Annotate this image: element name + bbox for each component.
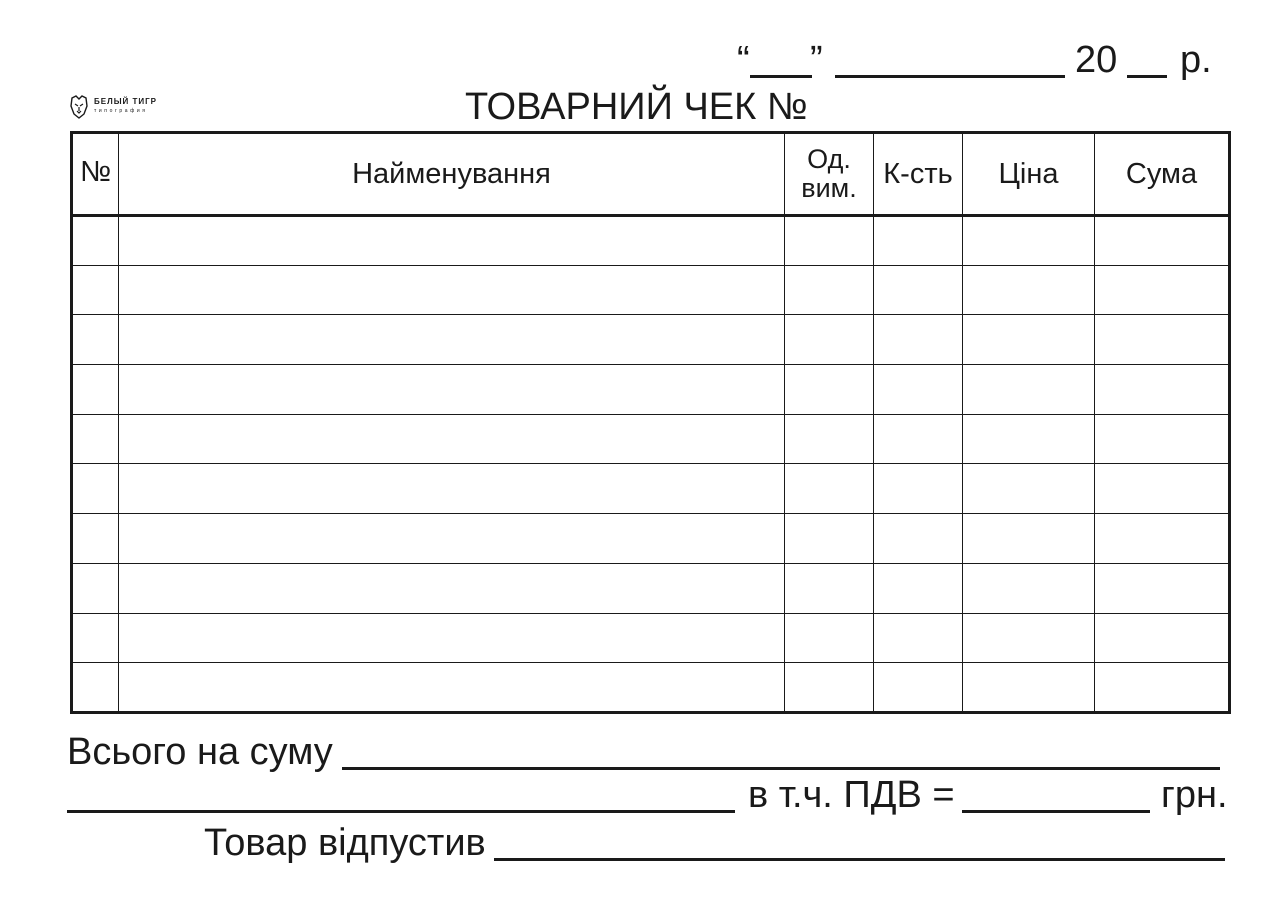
- cell-number[interactable]: [72, 613, 119, 663]
- vat-amount-field[interactable]: [962, 810, 1150, 813]
- table-row: [72, 563, 1230, 613]
- cell-quantity[interactable]: [874, 265, 963, 315]
- table-header-row: [72, 133, 1230, 216]
- cell-sum[interactable]: [1095, 315, 1230, 365]
- cell-sum[interactable]: [1095, 464, 1230, 514]
- cell-sum[interactable]: [1095, 663, 1230, 713]
- cell-number[interactable]: [72, 464, 119, 514]
- cell-price[interactable]: [963, 563, 1095, 613]
- cell-unit[interactable]: [785, 563, 874, 613]
- cell-sum[interactable]: [1095, 514, 1230, 564]
- column-header-name: Найменування: [119, 133, 785, 216]
- goods-table: [70, 131, 1231, 714]
- total-amount-words-field[interactable]: [67, 810, 735, 813]
- cell-number[interactable]: [72, 563, 119, 613]
- cell-price[interactable]: [963, 365, 1095, 415]
- cell-quantity[interactable]: [874, 563, 963, 613]
- table-row: [72, 613, 1230, 663]
- table-row: [72, 365, 1230, 415]
- year-field[interactable]: [1127, 75, 1167, 78]
- year-suffix: р.: [1180, 39, 1212, 81]
- open-quote: “: [737, 39, 750, 81]
- column-header-unit: [785, 133, 874, 216]
- cell-name[interactable]: [119, 216, 785, 266]
- cell-unit[interactable]: [785, 414, 874, 464]
- cell-name[interactable]: [119, 265, 785, 315]
- cell-name[interactable]: [119, 514, 785, 564]
- cell-unit[interactable]: [785, 365, 874, 415]
- cell-number[interactable]: [72, 514, 119, 564]
- print-house-logo: [70, 95, 180, 121]
- cell-number[interactable]: [72, 414, 119, 464]
- year-prefix: 20: [1075, 39, 1118, 81]
- released-by-label: Товар відпустив: [204, 822, 486, 864]
- cell-sum[interactable]: [1095, 414, 1230, 464]
- vat-label: в т.ч. ПДВ =: [748, 774, 955, 816]
- table-row: [72, 464, 1230, 514]
- cell-sum[interactable]: [1095, 613, 1230, 663]
- day-field[interactable]: [750, 75, 812, 78]
- cell-unit[interactable]: [785, 216, 874, 266]
- cell-number[interactable]: [72, 663, 119, 713]
- cell-number[interactable]: [72, 216, 119, 266]
- cell-name[interactable]: [119, 613, 785, 663]
- table-row: [72, 514, 1230, 564]
- cell-unit[interactable]: [785, 464, 874, 514]
- cell-quantity[interactable]: [874, 315, 963, 365]
- cell-quantity[interactable]: [874, 216, 963, 266]
- cell-sum[interactable]: [1095, 563, 1230, 613]
- table-row: [72, 414, 1230, 464]
- cell-quantity[interactable]: [874, 663, 963, 713]
- logo-name: БЕЛЫЙ ТИГР: [94, 97, 158, 106]
- month-field[interactable]: [835, 75, 1065, 78]
- cell-unit[interactable]: [785, 663, 874, 713]
- cell-sum[interactable]: [1095, 365, 1230, 415]
- released-by-field[interactable]: [494, 858, 1225, 861]
- cell-unit[interactable]: [785, 265, 874, 315]
- unit-line-1: Од.: [807, 144, 851, 174]
- cell-price[interactable]: [963, 613, 1095, 663]
- cell-number[interactable]: [72, 365, 119, 415]
- column-header-price: Ціна: [963, 133, 1095, 216]
- tiger-head-icon: [70, 95, 88, 119]
- total-label: Всього на суму: [67, 731, 333, 773]
- column-header-number: №: [72, 133, 119, 216]
- table-row: [72, 265, 1230, 315]
- cell-quantity[interactable]: [874, 514, 963, 564]
- cell-price[interactable]: [963, 265, 1095, 315]
- cell-name[interactable]: [119, 563, 785, 613]
- cell-price[interactable]: [963, 216, 1095, 266]
- total-amount-field[interactable]: [342, 767, 1220, 770]
- close-quote: ”: [810, 39, 823, 81]
- cell-unit[interactable]: [785, 514, 874, 564]
- cell-name[interactable]: [119, 365, 785, 415]
- cell-price[interactable]: [963, 414, 1095, 464]
- cell-price[interactable]: [963, 315, 1095, 365]
- cell-price[interactable]: [963, 514, 1095, 564]
- logo-subtitle: типография: [94, 108, 148, 114]
- cell-price[interactable]: [963, 663, 1095, 713]
- cell-unit[interactable]: [785, 613, 874, 663]
- cell-price[interactable]: [963, 464, 1095, 514]
- cell-sum[interactable]: [1095, 265, 1230, 315]
- page-title: ТОВАРНИЙ ЧЕК №: [465, 86, 808, 128]
- cell-unit[interactable]: [785, 315, 874, 365]
- table-row: [72, 663, 1230, 713]
- cell-quantity[interactable]: [874, 414, 963, 464]
- cell-quantity[interactable]: [874, 464, 963, 514]
- column-header-sum: Сума: [1095, 133, 1230, 216]
- table-row: [72, 216, 1230, 266]
- currency-label: грн.: [1161, 774, 1228, 816]
- cell-quantity[interactable]: [874, 365, 963, 415]
- cell-name[interactable]: [119, 663, 785, 713]
- table-row: [72, 315, 1230, 365]
- cell-number[interactable]: [72, 265, 119, 315]
- column-header-quantity: К-сть: [874, 133, 963, 216]
- cell-name[interactable]: [119, 414, 785, 464]
- cell-quantity[interactable]: [874, 613, 963, 663]
- cell-sum[interactable]: [1095, 216, 1230, 266]
- cell-name[interactable]: [119, 315, 785, 365]
- cell-name[interactable]: [119, 464, 785, 514]
- unit-line-2: вим.: [801, 173, 857, 203]
- cell-number[interactable]: [72, 315, 119, 365]
